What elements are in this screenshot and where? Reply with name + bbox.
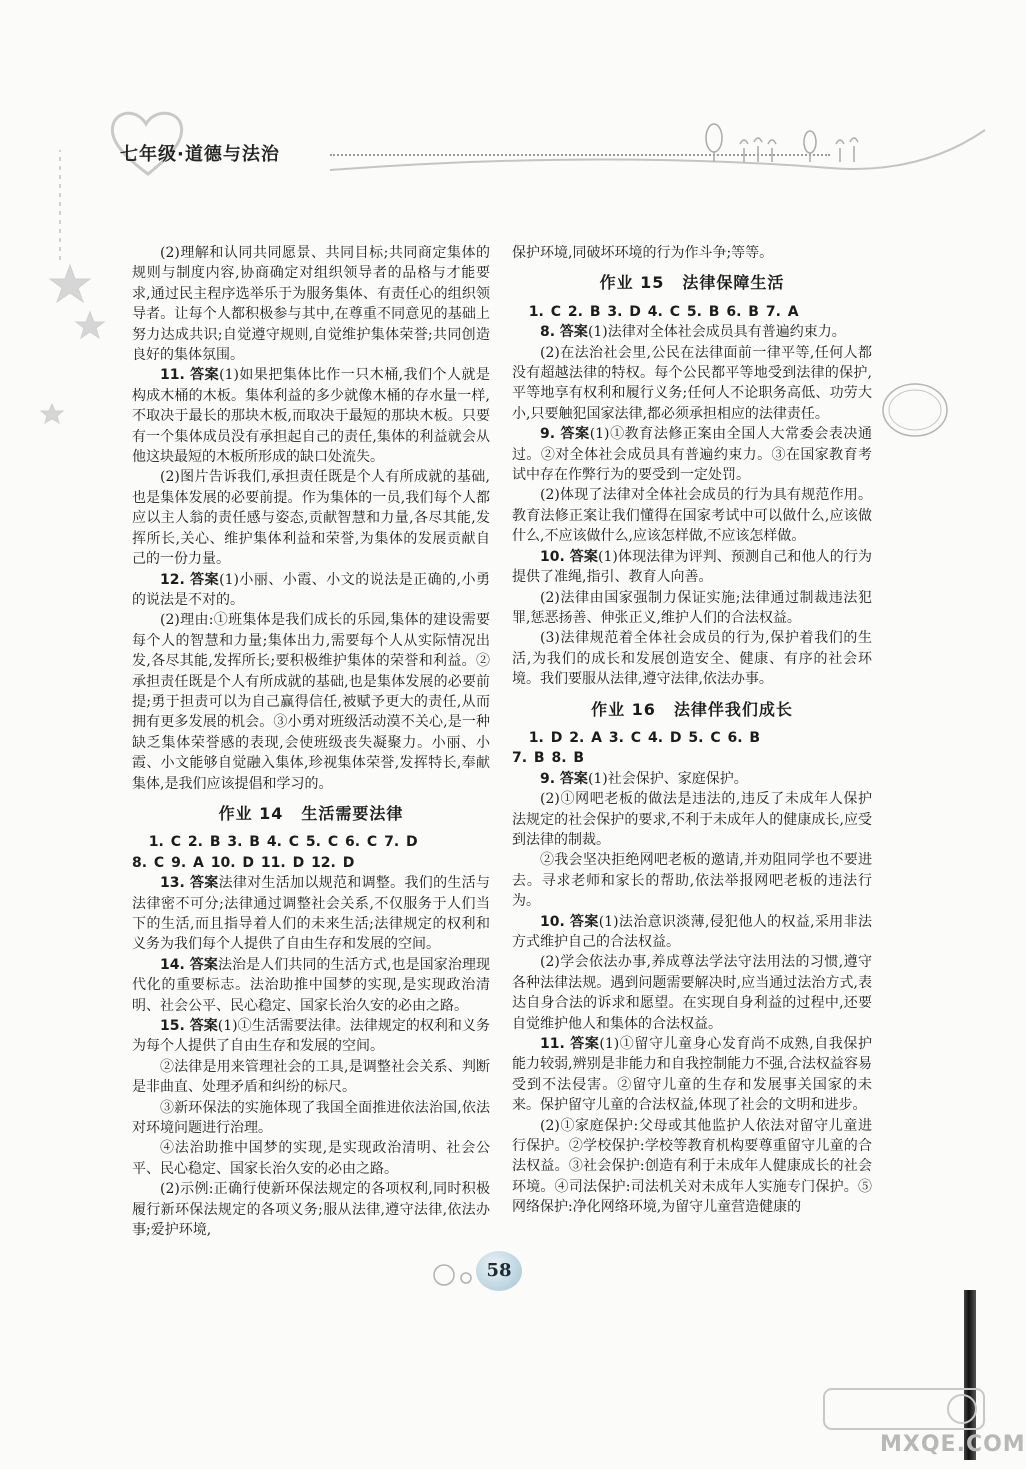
answer-11 bbox=[132, 365, 490, 467]
tulip-decoration-icon bbox=[700, 118, 880, 164]
answer-text: (1)①教育法修正案由全国人大常委会表决通过。②对全体社会成员具有普遍约束力。③在国家教育考试中存在作弊行为的要受到一定处罚。 bbox=[512, 426, 872, 484]
section-heading-16 bbox=[512, 700, 872, 720]
answer-8 bbox=[512, 322, 872, 342]
paragraph: ③新环保法的实施体现了我国全面推进依法治国,依法对环境问题进行治理。 bbox=[132, 1099, 490, 1137]
answer-text: (1)社会保护、家庭保护。 bbox=[587, 770, 748, 787]
answer-12 bbox=[132, 570, 490, 611]
choice-answers-line bbox=[512, 728, 872, 748]
paragraph: (2)示例:正确行使新环保法规定的各项权利,同时积极履行新环保法规定的各项义务;服从法律,遵守法律,依法办事;爱护环境, bbox=[132, 1181, 490, 1239]
header-title: 七年级·道德与法治 bbox=[120, 144, 280, 165]
answer-label: 12. 答案 bbox=[160, 571, 220, 588]
section-heading-14 bbox=[132, 804, 490, 824]
section-number: 作业 15 bbox=[599, 273, 665, 293]
answer-9 bbox=[512, 424, 872, 485]
answer-10 bbox=[512, 547, 872, 588]
section-heading-15 bbox=[512, 273, 872, 293]
answer-9b bbox=[512, 769, 872, 789]
paragraph: (2)①家庭保护:父母或其他监护人依法对留守儿童进行保护。②学校保护:学校等教育机构要尊重留守儿童的合法权益。③社会保护:创造有利于未成年人健康成长的社会环境。④司法保护:司法机关对未成年人实施专门保护。⑤网络保护:净化网络环境,为留守儿童营造健康的 bbox=[512, 1117, 872, 1216]
answer-text: (1)①留守儿童身心发育尚不成熟,自我保护能力较弱,辨别是非能力和自我控制能力不强,合法权益容易受到不法侵害。②留守儿童的生存和发展事关国家的未来。保护留守儿童的合法权益,体现了社会的文明和进步。 bbox=[512, 1036, 872, 1114]
paragraph: 保护环境,同破坏环境的行为作斗争;等等。 bbox=[512, 245, 774, 261]
choice-answers: 1. D 2. A 3. C 4. D 5. C 6. B bbox=[528, 729, 761, 746]
answer-label: 10. 答案 bbox=[540, 913, 599, 930]
paragraph: (2)体现了法律对全体社会成员的行为具有规范作用。教育法修正案让我们懂得在国家考试中可以做什么,应该做什么,不应该做什么,应该怎样做,不应该怎样做。 bbox=[512, 487, 872, 545]
choice-answers-line bbox=[512, 748, 872, 768]
paragraph: (2)理由:①班集体是我们成长的乐园,集体的建设需要每个人的智慧和力量;集体出力,需要每个人从实际情况出发,各尽其能,发挥所长;要积极维护集体的荣誉和利益。②承担责任既是个人有所成就的基础,也是集体发展的必要前提;勇于担责可以为自己赢得信任,被赋予更大的责任,从而拥有更多发展的机会。③小勇对班级活动漠不关心,是一种缺乏集体荣誉感的表现,会使班级丧失凝聚力。小丽、小霞、小文能够自觉融入集体,珍视集体荣誉,发挥特长,奉献集体,是我们应该提倡和学习的。 bbox=[132, 612, 490, 792]
answer-label: 8. 答案 bbox=[540, 324, 588, 341]
answer-14 bbox=[132, 955, 490, 1016]
answer-text: (1)小丽、小霞、小文的说法是正确的,小勇的说法是不对的。 bbox=[132, 571, 490, 608]
choice-answers-line bbox=[132, 832, 490, 852]
answer-label: 13. 答案 bbox=[160, 875, 219, 892]
paragraph: (2)学会依法办事,养成尊法学法守法用法的习惯,遵守各种法律法规。遇到问题需要解决时,应当通过法治方式,表达自身合法的诉求和愿望。在实现自身利益的过程中,还要自觉维护他人和集体的合法权益。 bbox=[512, 954, 872, 1032]
paragraph: (2)理解和认同共同愿景、共同目标;共同商定集体的规则与制度内容,协商确定对组织领导者的品格与才能要求,通过民主程序选举乐于为服务集体、有责任心的组织领导者。让每个人都积极参与其中,在尊重不同意见的基础上努力达成共识;自觉遵守规则,自觉维护集体荣誉;共同创造良好的集体氛围。 bbox=[132, 245, 490, 364]
answer-13 bbox=[132, 873, 490, 955]
section-number: 作业 16 bbox=[591, 699, 656, 719]
choice-answers: 7. B 8. B bbox=[512, 750, 585, 767]
paragraph: ④法治助推中国梦的实现,是实现政治清明、社会公平、民心稳定、国家长治久安的必由之路。 bbox=[132, 1140, 490, 1177]
left-column bbox=[132, 243, 490, 1241]
watermark-logo-icon bbox=[822, 1385, 992, 1435]
section-title: 生活需要法律 bbox=[301, 803, 404, 823]
section-title: 法律保障生活 bbox=[682, 273, 785, 293]
page-number: 58 bbox=[476, 1251, 522, 1291]
paragraph: ②法律是用来管理社会的工具,是调整社会关系、判断是非曲直、处理矛盾和纠纷的标尺。 bbox=[132, 1058, 490, 1096]
answer-label: 10. 答案 bbox=[540, 548, 599, 565]
paragraph: (2)图片告诉我们,承担责任既是个人有所成就的基础,也是集体发展的必要前提。作为集体的一员,我们每个人都应以主人翁的责任感与姿态,贡献智慧和力量,各尽其能,发挥所长,关心、维护集体利益和荣誉,为集体的发展贡献自己的一份力量。 bbox=[132, 469, 490, 568]
answer-text: (1)如果把集体比作一只木桶,我们个人就是构成木桶的木板。集体利益的多少就像木桶的存水量一样,不取决于最长的那块木板,而取决于最短的那块木板。只要有一个集体成员没有承担起自己的责任,集体的利益就会从他这块最短的木板所形成的缺口处流失。 bbox=[132, 367, 490, 466]
answer-text: (1)法治意识淡薄,侵犯他人的权益,采用非法方式维护自己的合法权益。 bbox=[512, 913, 872, 950]
answer-text: (1)法律对全体社会成员具有普遍约束力。 bbox=[587, 324, 846, 341]
answer-text: 法律对生活加以规范和调整。我们的生活与法律密不可分;法律通过调整社会关系,不仅服务于人们当下的生活,而且指导着人们的未来生活;法律规定的权利和义务为我们每个人提供了自由生存和发展的空间。 bbox=[132, 875, 490, 953]
answer-label: 14. 答案 bbox=[160, 956, 218, 973]
answer-10b bbox=[512, 912, 872, 953]
paragraph: (2)在法治社会里,公民在法律面前一律平等,任何人都没有超越法律的特权。每个公民都平等地受到法律的保护,平等地享有权利和履行义务;任何人不论职务高低、功劳大小,只要触犯国家法律,都必须承担相应的法律责任。 bbox=[512, 344, 872, 422]
answer-label: 11. 答案 bbox=[160, 367, 220, 384]
answer-label: 15. 答案 bbox=[160, 1018, 218, 1035]
section-number: 作业 14 bbox=[218, 803, 284, 823]
answer-label: 9. 答案 bbox=[540, 426, 590, 443]
choice-answers: 1. C 2. B 3. B 4. C 5. C 6. C 7. D bbox=[148, 834, 418, 851]
answer-15 bbox=[132, 1016, 490, 1057]
stamp-seal-icon bbox=[880, 380, 950, 440]
answer-label: 9. 答案 bbox=[540, 770, 588, 787]
paragraph: (2)①网吧老板的做法是违法的,违反了未成年人保护法规定的社会保护的要求,不利于未成年人的健康成长,应受到法律的制裁。 bbox=[512, 791, 872, 848]
paragraph: (3)法律规范着全体社会成员的行为,保护着我们的生活,为我们的成长和发展创造安全、健康、有序的社会环境。我们要服从法律,遵守法律,依法办事。 bbox=[512, 630, 872, 688]
paragraph: (2)法律由国家强制力保证实施;法律通过制裁违法犯罪,惩恶扬善、伸张正义,维护人们的合法权益。 bbox=[512, 589, 872, 626]
footer-circles-decoration-icon bbox=[430, 1260, 480, 1290]
section-title: 法律伴我们成长 bbox=[673, 699, 793, 719]
right-column bbox=[512, 243, 872, 1218]
choice-answers: 8. C 9. A 10. D 11. D 12. D bbox=[132, 854, 355, 871]
choice-answers-line bbox=[512, 302, 872, 322]
choice-answers-line bbox=[132, 853, 490, 873]
choice-answers: 1. C 2. B 3. D 4. C 5. B 6. B 7. A bbox=[528, 303, 799, 320]
answer-text: 法治是人们共同的生活方式,也是国家治理现代化的重要标志。法治助推中国梦的实现,是实现政治清明、社会公平、民心稳定、国家长治久安的必由之路。 bbox=[132, 956, 490, 1014]
answer-text: (1)体现法律为评判、预测自己和他人的行为提供了准绳,指引、教育人向善。 bbox=[512, 548, 872, 586]
answer-11b bbox=[512, 1034, 872, 1116]
paragraph: ②我会坚决拒绝网吧老板的邀请,并劝阻同学也不要进去。寻求老师和家长的帮助,依法举报网吧老板的违法行为。 bbox=[512, 852, 872, 910]
watermark-text: MXQE.COM bbox=[880, 1432, 1026, 1457]
star-decoration-icon bbox=[0, 0, 120, 460]
answer-text: (1)①生活需要法律。法律规定的权利和义务为每个人提供了自由生存和发展的空间。 bbox=[132, 1018, 490, 1055]
answer-label: 11. 答案 bbox=[540, 1036, 600, 1053]
